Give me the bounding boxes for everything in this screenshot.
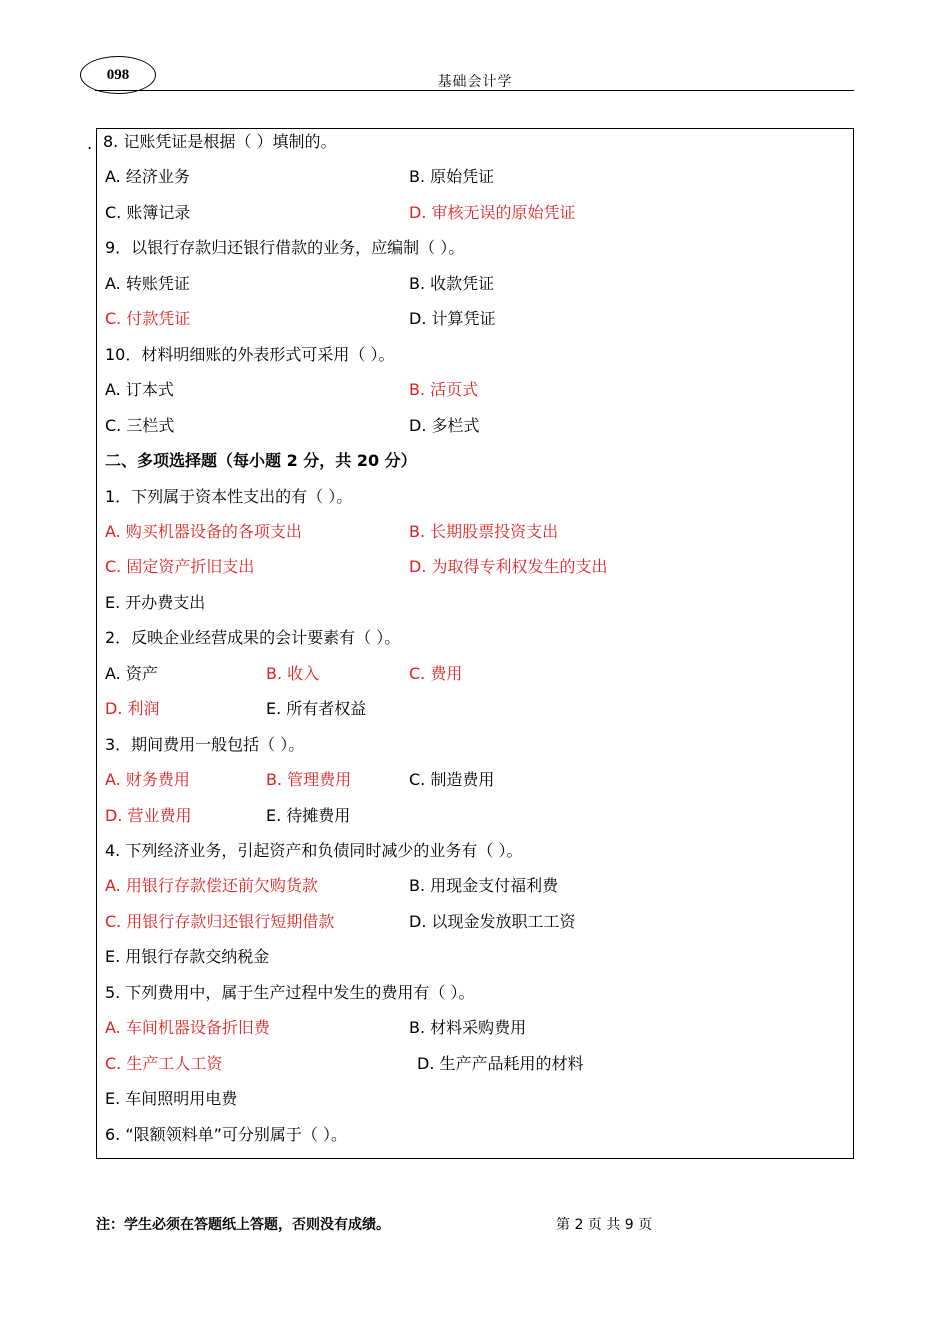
option-item: D. 计算凭证 — [409, 309, 496, 329]
question-line: C. 三栏式 — [105, 415, 175, 435]
question-line: C. 用银行存款归还银行短期借款 — [105, 911, 335, 931]
option-item: C. 费用 — [409, 663, 463, 683]
course-title: 基础会计学 — [437, 74, 513, 90]
exam-code: 098 — [106, 66, 130, 83]
question-line: 8. 记账凭证是根据（ ）填制的。 — [103, 132, 337, 151]
question-line: 6. “限额领料单”可分别属于（ ）。 — [105, 1124, 348, 1144]
question-line: 4. 下列经济业务，引起资产和负债同时减少的业务有（ ）。 — [105, 841, 523, 860]
question-line: A. 订本式 — [105, 380, 174, 400]
question-line: A. 车间机器设备折旧费 — [105, 1018, 270, 1038]
question-line: 5. 下列费用中，属于生产过程中发生的费用有（ ）。 — [105, 982, 475, 1002]
question-line: 3．期间费用一般包括（ ）。 — [105, 734, 305, 754]
question-line: E. 开办费支出 — [105, 592, 206, 612]
question-line: 2．反映企业经营成果的会计要素有（ ）。 — [105, 628, 401, 648]
leading-mark: . — [87, 134, 93, 153]
question-line: 二、多项选择题（每小题 2 分，共 20 分） — [105, 451, 417, 471]
question-line: C. 付款凭证 — [105, 309, 191, 329]
question-line: D. 营业费用 — [105, 805, 192, 825]
question-line: E. 用银行存款交纳税金 — [105, 947, 270, 967]
question-line: A. 资产 — [105, 663, 158, 683]
option-item: B. 长期股票投资支出 — [409, 521, 559, 541]
option-item: B. 材料采购费用 — [409, 1018, 527, 1038]
option-item: B. 用现金支付福利费 — [409, 876, 559, 896]
option-item: D. 为取得专利权发生的支出 — [409, 557, 608, 577]
question-line: C. 固定资产折旧支出 — [105, 557, 255, 577]
question-line: 1．下列属于资本性支出的有（ ）。 — [105, 486, 353, 506]
option-item: B. 管理费用 — [266, 770, 352, 790]
footer-note: 注：学生必须在答题纸上答题，否则没有成绩。 — [96, 1217, 390, 1233]
question-line: C. 账簿记录 — [105, 202, 191, 222]
question-line: A. 用银行存款偿还前欠购货款 — [105, 876, 318, 896]
option-item: E. 待摊费用 — [266, 805, 351, 825]
option-item: B. 收入 — [266, 663, 320, 683]
header-rule — [95, 90, 854, 91]
question-line: E. 车间照明用电费 — [105, 1089, 238, 1109]
question-line: A. 财务费用 — [105, 770, 190, 790]
option-item: B. 活页式 — [409, 380, 479, 400]
question-line: 9．以银行存款归还银行借款的业务，应编制（ ）。 — [105, 238, 465, 258]
question-line: A. 购买机器设备的各项支出 — [105, 521, 302, 541]
option-item: B. 收款凭证 — [409, 273, 495, 293]
question-line: D. 利润 — [105, 699, 160, 719]
option-item: D. 生产产品耗用的材料 — [417, 1053, 584, 1073]
option-item: C. 制造费用 — [409, 770, 495, 790]
question-line: 10．材料明细账的外表形式可采用（ ）。 — [105, 344, 395, 364]
question-line: A. 经济业务 — [105, 167, 190, 187]
question-line: A. 转账凭证 — [105, 273, 190, 293]
option-item: B. 原始凭证 — [409, 167, 495, 187]
option-item: D. 多栏式 — [409, 415, 480, 435]
option-item: D. 审核无误的原始凭证 — [409, 202, 576, 222]
option-item: E. 所有者权益 — [266, 699, 367, 719]
question-line: C. 生产工人工资 — [105, 1053, 223, 1073]
option-item: D. 以现金发放职工工资 — [409, 911, 576, 931]
page-number: 第 2 页 共 9 页 — [556, 1217, 653, 1233]
